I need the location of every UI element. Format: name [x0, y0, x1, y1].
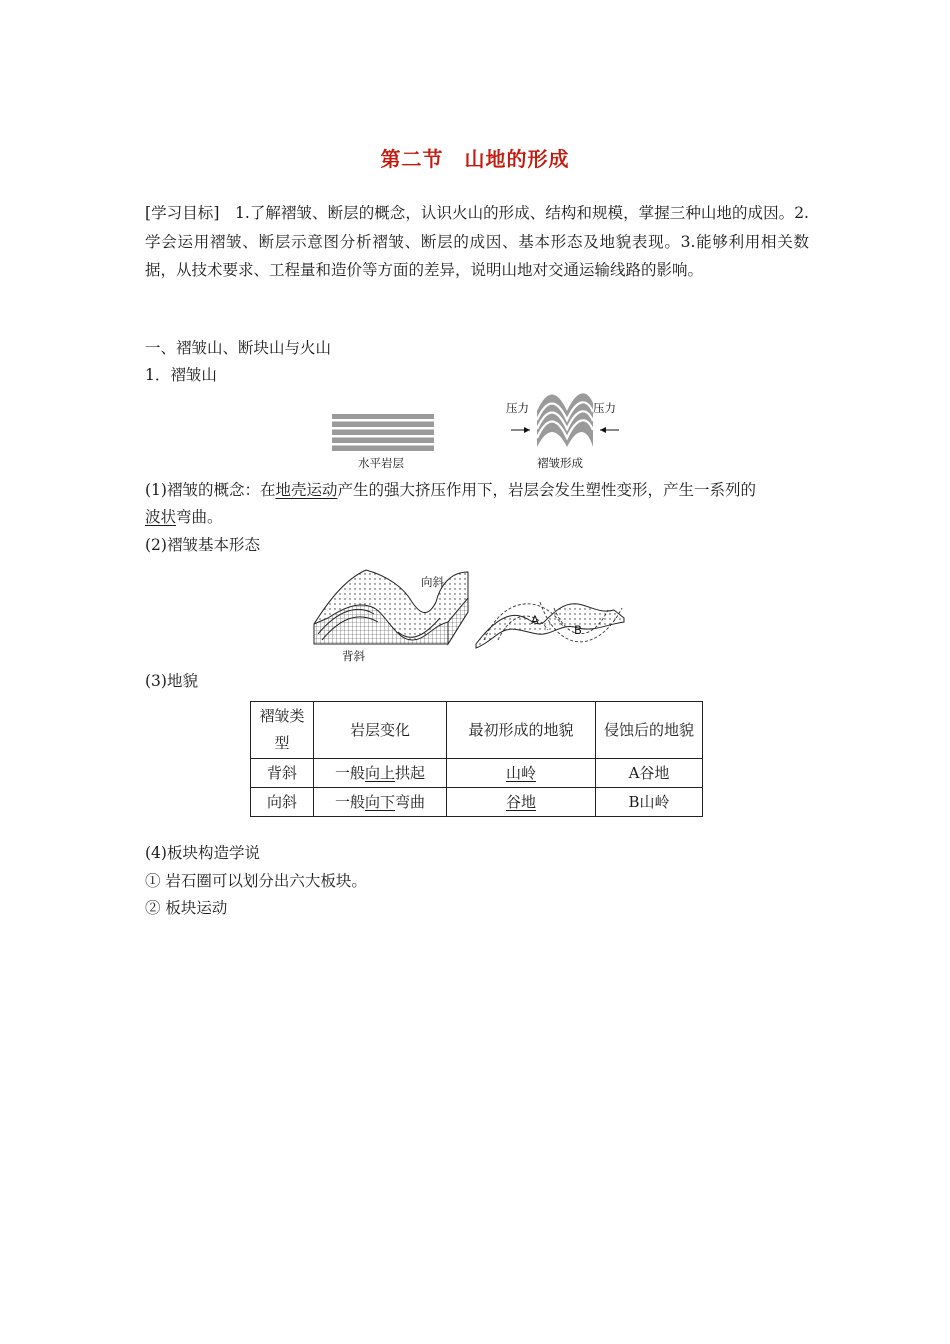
table-cell: B山岭 [596, 788, 703, 817]
table-cell: 一般向上拱起 [314, 759, 447, 788]
plate-item: ① 岩石圈可以划分出六大板块。 [145, 872, 367, 890]
fold-forms-figure [308, 562, 638, 666]
blank-crustal-movement: 地壳运动 [275, 481, 338, 499]
point-b-label: B [574, 623, 582, 637]
horizontal-strata-caption: 水平岩层 [358, 456, 404, 470]
objectives-tag: [学习目标] [145, 204, 220, 222]
block-diagram [314, 570, 468, 644]
table-row [251, 788, 703, 817]
table-header-cell: 最初形成的地貌 [447, 702, 596, 759]
table-cell: 山岭 [447, 759, 596, 788]
fold-formation-figure [325, 393, 625, 475]
plate-tectonics-heading: (4)板块构造学说 [145, 844, 260, 862]
subsection-heading: 1．褶皱山 [145, 366, 217, 384]
section-heading: 一、褶皱山、断块山与火山 [145, 339, 332, 357]
table-cell: 一般向下弯曲 [314, 788, 447, 817]
table-header-cell: 侵蚀后的地貌 [596, 702, 703, 759]
fold-landform-table [250, 701, 703, 817]
landform-heading: (3)地貌 [145, 672, 198, 690]
learning-objectives [145, 199, 809, 285]
table-cell: A谷地 [596, 759, 703, 788]
blank-wavy: 波状 [145, 508, 177, 526]
page-title: 第二节 山地的形成 [380, 147, 570, 171]
fold-diagram [537, 393, 593, 447]
anticline-label: 背斜 [342, 649, 365, 663]
table-header-cell: 褶皱类型 [251, 702, 314, 759]
table-cell: 向斜 [251, 788, 314, 817]
syncline-label: 向斜 [421, 575, 444, 589]
plate-item: ② 板块运动 [145, 899, 228, 917]
left-arrow-icon [511, 427, 530, 433]
table-row [251, 759, 703, 788]
fold-concept: (1)褶皱的概念：在地壳运动产生的强大挤压作用下，岩层会发生塑性变形，产生一系列的 [145, 481, 756, 499]
table-header-cell: 岩层变化 [314, 702, 447, 759]
table-cell: 背斜 [251, 759, 314, 788]
horizontal-strata-diagram [332, 414, 434, 451]
table-header-row [251, 702, 703, 759]
table-cell: 谷地 [447, 788, 596, 817]
fold-concept-cont: 波状弯曲。 [145, 508, 223, 526]
fold-formation-caption: 褶皱形成 [537, 456, 583, 470]
point-a-label: A [531, 613, 539, 627]
basic-forms-heading: (2)褶皱基本形态 [145, 536, 260, 554]
eroded-fold-diagram [476, 602, 624, 648]
objectives-text: 1.了解褶皱、断层的概念，认识火山的形成、结构和规模，掌握三种山地的成因。2.学会运用褶皱、断层示意图分析褶皱、断层的成因、基本形态及地貌表现。3.能够利用相关数据，从技术要求、工程量和造价等方面的差异，说明山地对交通运输线路的影响。 [145, 204, 809, 279]
force-label-right: 压力 [593, 401, 616, 415]
right-arrow-icon [600, 427, 619, 433]
force-label-left: 压力 [506, 401, 529, 415]
